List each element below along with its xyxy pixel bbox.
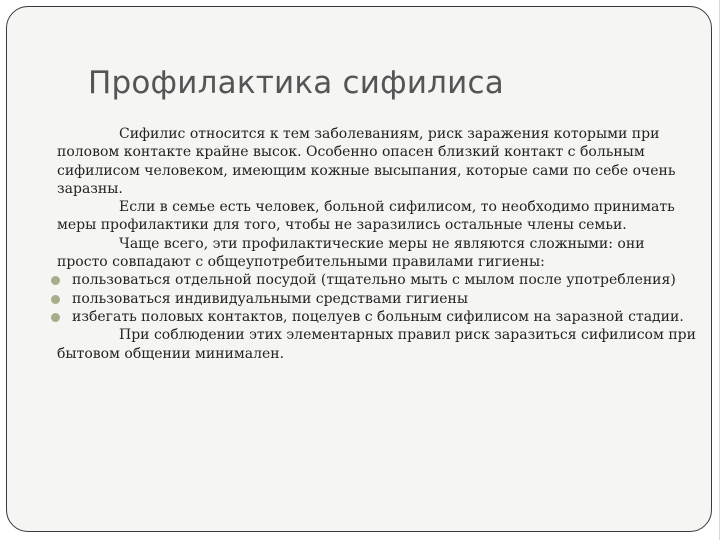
bullet-text: пользоваться отдельной посудой (тщательно мыть с мылом после употребления) <box>72 272 676 289</box>
bullet-dot-icon <box>51 313 60 322</box>
bullet-item-dishes <box>57 271 697 289</box>
slide-title: Профилактика сифилиса <box>88 65 504 101</box>
bullet-item-hygiene-items <box>57 290 697 308</box>
bullet-text: избегать половых контактов, поцелуев с больным сифилисом на заразной стадии. <box>72 308 684 325</box>
slide-body <box>57 125 697 363</box>
bullet-dot-icon <box>51 295 60 304</box>
slide-frame <box>6 6 712 532</box>
paragraph-intro: Сифилис относится к тем заболеваниям, риск заражения которыми при половом контакте крайне высок. Особенно опасен близкий контакт с больным сифилисом человеком, имеющим кожные высыпания, которые сами по себе очень заразны. <box>57 126 676 197</box>
paragraph-hygiene: Чаще всего, эти профилактические меры не являются сложными: они просто совпадают с общеупотребительными правилами гигиены: <box>57 235 645 271</box>
bullet-item-avoid-contact <box>57 308 697 326</box>
bullet-dot-icon <box>51 276 60 285</box>
bullet-text: пользоваться индивидуальными средствами гигиены <box>72 290 469 307</box>
paragraph-family: Если в семье есть человек, больной сифилисом, то необходимо принимать меры профилактики для того, чтобы не заразились остальные члены семьи. <box>57 199 675 234</box>
paragraph-conclusion: При соблюдении этих элементарных правил риск заразиться сифилисом при бытовом общении минимален. <box>57 327 696 362</box>
